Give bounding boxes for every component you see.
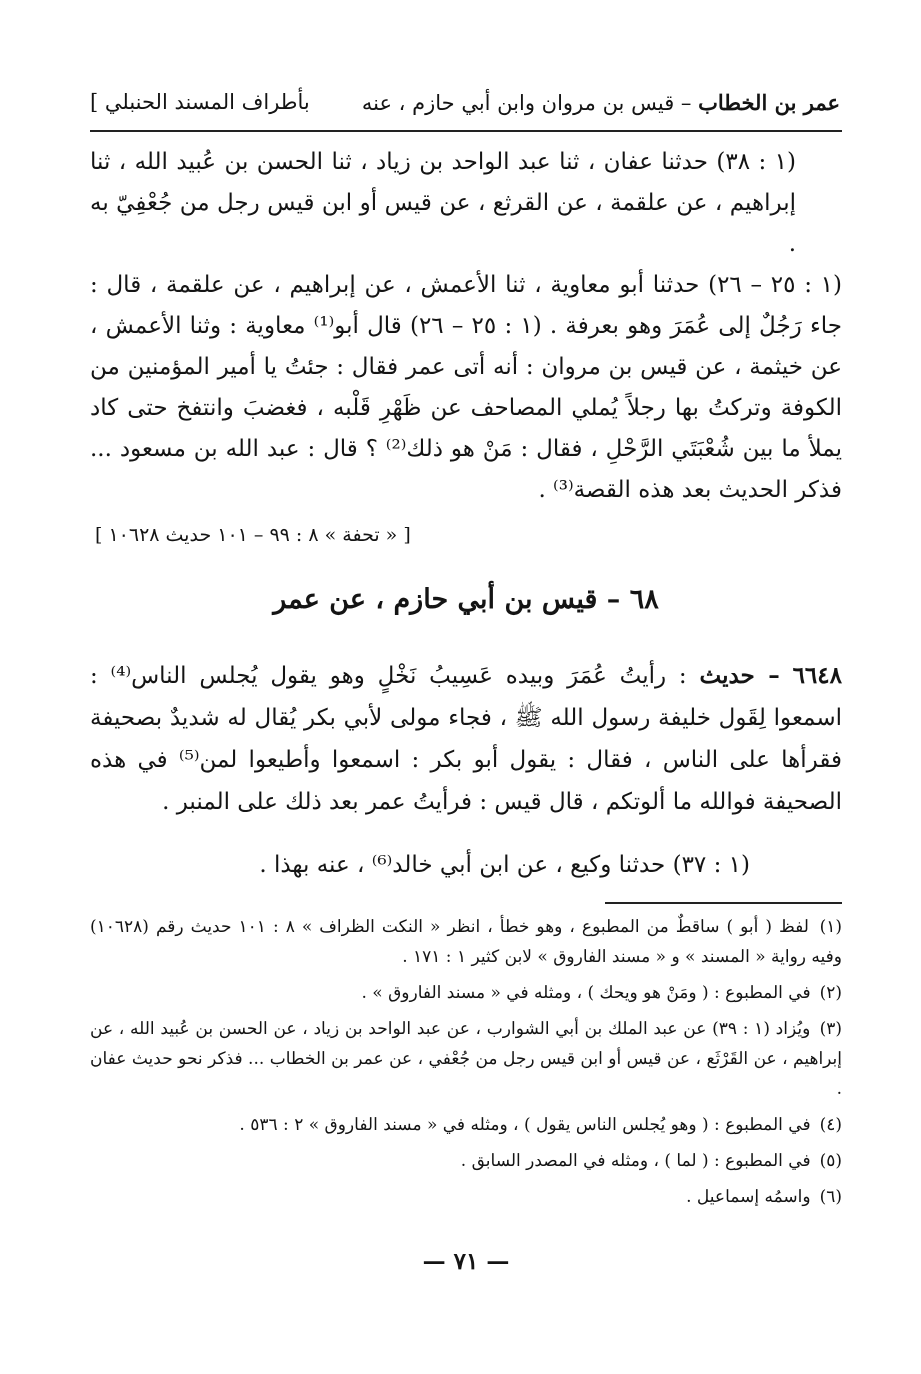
paragraph-2: (١ : ٢٥ – ٢٦) حدثنا أبو معاوية ، ثنا الأعمش ، عن إبراهيم ، عن علقمة ، قال : جاء رَجُلٌ إلى عُمَرَ وهو بعرفة . (١ : ٢٥ – ٢٦) قال أبو⁽¹⁾ معاوية : وثنا الأعمش ، عن خيثمة ، عن قيس بن مروان : أنه أتى عمر فقال : جئتُ يا أمير المؤمنين من الكوفة وتركتُ بها رجلاً يُملي المصاحف عن ظَهْرِ قَلْبه ، فغضبَ وانتفخ حتى كاد يملأ ما بين شُعْبَتَي الرَّحْلِ ، فقال : مَنْ هو ذلك⁽²⁾ ؟ قال : عبد الله بن مسعود ... فذكر الحديث بعد هذه القصة⁽³⁾ . bbox=[90, 272, 843, 503]
paragraph-1: (١ : ٣٨) حدثنا عفان ، ثنا عبد الواحد بن زياد ، ثنا الحسن بن عُبيد الله ، ثنا إبراهيم ، عن علقمة ، عن القرثع ، عن قيس أو ابن قيس رجل من جُعْفِيّ به . bbox=[90, 149, 796, 257]
header-left-text: بأطراف المسند الحنبلي ] bbox=[90, 90, 310, 114]
footnote-text: في المطبوع : ( وهو يُجلس الناس يقول ) ، ومثله في « مسند الفاروق » ٢ : ٥٣٦ . bbox=[239, 1115, 811, 1135]
footnote-2 bbox=[90, 978, 842, 1008]
footnote-number: (٤) bbox=[819, 1115, 842, 1135]
hadith-reference: (١ : ٣٧) حدثنا وكيع ، عن ابن أبي خالد⁽⁶⁾ ، عنه بهذا . bbox=[259, 852, 750, 878]
page-number: — ٧١ — bbox=[422, 1248, 510, 1275]
footnote-1 bbox=[90, 912, 842, 972]
footnote-number: (٥) bbox=[819, 1151, 842, 1171]
header-rule bbox=[90, 130, 842, 132]
footnotes bbox=[90, 912, 842, 1218]
footnote-3 bbox=[90, 1014, 842, 1104]
tuhfa-citation: [ « تحفة » ٨ : ٩٩ – ١٠١ حديث ١٠٦٢٨ ] bbox=[95, 524, 411, 546]
hadith-block bbox=[90, 655, 842, 823]
header-right-group bbox=[362, 90, 840, 115]
footnote-text: في المطبوع : ( ومَنْ هو ويحك ) ، ومثله في « مسند الفاروق » . bbox=[361, 983, 811, 1003]
footnote-number: (٢) bbox=[819, 983, 842, 1003]
footnote-4 bbox=[90, 1110, 842, 1140]
header-bold-title: عمر بن الخطاب bbox=[698, 90, 840, 115]
hadith-label: – حديث bbox=[699, 662, 780, 689]
footnote-text: واسمُه إسماعيل . bbox=[686, 1187, 811, 1207]
footnote-text: ويُزاد (١ : ٣٩) عن عبد الملك بن أبي الشوارب ، عن عبد الواحد بن زياد ، عن الحسن بن عُبيد الله ، عن إبراهيم ، عن القَرْثَع ، عن قيس أو ابن قيس رجل من جُعْفي ، عن عمر بن الخطاب ... فذكر نحو حديث عفان . bbox=[90, 1019, 842, 1099]
main-text bbox=[90, 142, 842, 511]
running-header bbox=[90, 90, 840, 124]
footnote-text: لفظ ( أبو ) ساقطٌ من المطبوع ، وهو خطأ ، انظر « النكت الظراف » ٨ : ١٠١ حديث رقم (١٠٦٢٨) وفيه رواية « المسند » و « مسند الفاروق » لابن كثير ١ : ١٧١ . bbox=[90, 917, 842, 967]
footnote-text: في المطبوع : ( لما ) ، ومثله في المصدر السابق . bbox=[460, 1151, 811, 1171]
section-title: ٦٨ – قيس بن أبي حازم ، عن عمر bbox=[273, 584, 659, 615]
footnote-number: (١) bbox=[819, 917, 842, 937]
hadith-number: ٦٦٤٨ bbox=[792, 662, 842, 689]
header-subtitle: – قيس بن مروان وابن أبي حازم ، عنه bbox=[361, 91, 692, 115]
footnote-number: (٣) bbox=[819, 1019, 842, 1039]
footnote-6 bbox=[90, 1182, 842, 1212]
footnote-rule bbox=[605, 902, 842, 904]
footnote-5 bbox=[90, 1146, 842, 1176]
footnote-number: (٦) bbox=[819, 1187, 842, 1207]
hadith-text: : رأيتُ عُمَرَ وبيده عَسِيبُ نَخْلٍ وهو يقول يُجلس الناس⁽⁴⁾ : اسمعوا لِقَول خليفة رسول الله ﷺ ، فجاء مولى لأبي بكر يُقال له شديدٌ بصحيفة فقرأها على الناس ، فقال : يقول أبو بكر : اسمعوا وأطيعوا لمن⁽⁵⁾ في هذه الصحيفة فوالله ما ألوتكم ، قال قيس : فرأيتُ عمر بعد ذلك على المنبر . bbox=[90, 663, 842, 815]
